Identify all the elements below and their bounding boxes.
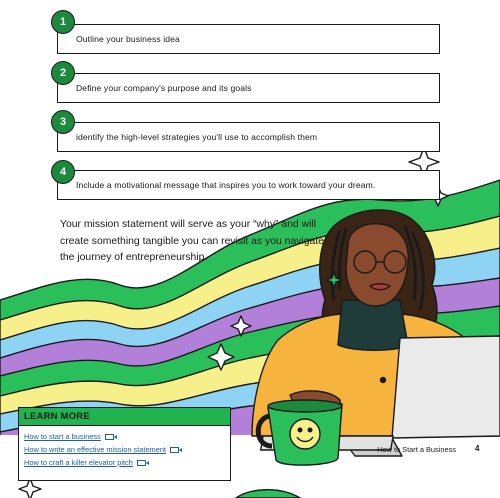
page-number: 4 <box>475 444 480 453</box>
step-3-badge: 3 <box>51 110 75 134</box>
step-4-badge: 4 <box>51 160 75 184</box>
step-1-text: Outline your business idea <box>76 34 180 44</box>
step-2-box <box>57 73 440 103</box>
learn-more-list <box>19 426 230 469</box>
step-1-box <box>57 24 440 54</box>
step-3-box <box>57 122 440 152</box>
step-3-text: identify the high-level strategies you'll use to accomplish them <box>76 132 318 142</box>
learn-more-link-mission-statement[interactable]: How to write an effective mission statement <box>24 443 230 456</box>
step-2-text: Define your company's purpose and its goals <box>76 83 252 93</box>
learn-more-heading: LEARN MORE <box>19 408 230 426</box>
learn-more-box <box>18 407 231 481</box>
mission-paragraph: Your mission statement will serve as your “why” and will create something tangible you can revisit as you navigate the journey of entrepreneurship. <box>60 219 324 263</box>
step-4-text: Include a motivational message that inspires you to work toward your dream. <box>76 180 376 190</box>
step-4-box <box>57 170 440 200</box>
collar <box>338 300 408 350</box>
step-2-badge: 2 <box>51 61 75 85</box>
video-icon <box>105 434 114 440</box>
footer-doc-title: How to Start a Business <box>377 445 456 454</box>
learn-more-link-elevator-pitch[interactable]: How to craft a killer elevator pitch <box>24 456 230 469</box>
smiley-face <box>290 419 320 449</box>
learn-more-link-start-business[interactable]: How to start a business <box>24 430 230 443</box>
video-icon <box>170 447 179 453</box>
video-icon <box>137 460 146 466</box>
step-1-badge: 1 <box>51 10 75 34</box>
